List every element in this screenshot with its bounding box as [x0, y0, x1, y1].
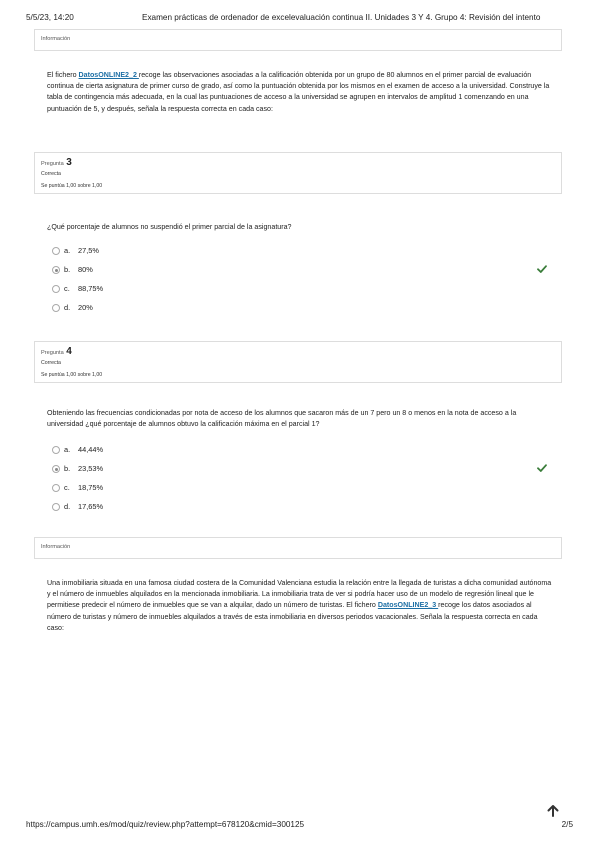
print-header [26, 13, 573, 25]
radio-button[interactable] [52, 304, 60, 312]
information-label: Información [41, 544, 71, 550]
radio-button[interactable] [52, 247, 60, 255]
file-link[interactable]: DatosONLINE2_2 [78, 71, 139, 79]
radio-button-selected[interactable] [52, 465, 60, 473]
information-text: El fichero DatosONLINE2_2 recoge las observaciones asociadas a la calificación obtenida por un grupo de 80 alumnos en el primer parcial de evaluación continua de cierta asignatura de primer curso de grado, así como la puntuación obtenida por los mismos en el examen de acceso a la universidad. Construye la tabla de contingencia más adecuada, en la cual las puntuaciones de acceso a la universidad se agrupen en intervalos de amplitud 1 comenzando en una puntuación de 5, y después, señala la respuesta correcta en cada caso: [47, 71, 550, 113]
question-state: Correcta [41, 171, 61, 177]
file-link[interactable]: DatosONLINE2_3 [377, 601, 439, 610]
question-text: Obteniendo las frecuencias condicionadas por nota de acceso de los alumnos que sacaron más de un 7 pero un 8 o menos en la nota de acceso a la universidad ¿qué porcentaje de alumnos obtuvo la calificación máxima en el parcial 1? [47, 409, 517, 429]
print-footer [26, 820, 573, 832]
question-state: Correcta [41, 360, 61, 366]
print-url: https://campus.umh.es/mod/quiz/review.php?attempt=678120&cmid=300125 [26, 820, 305, 829]
question-grade: Se puntúa 1,00 sobre 1,00 [41, 372, 103, 378]
question-text: ¿Qué porcentaje de alumnos no suspendió el primer parcial de la asignatura? [47, 223, 292, 231]
question-number: Pregunta 3 [41, 157, 72, 168]
question-info-4 [34, 341, 562, 383]
arrow-up-icon[interactable] [545, 803, 561, 819]
print-title: Examen prácticas de ordenador de excelevaluación continua II. Unidades 3 Y 4. Grupo 4: Revisión del intento [142, 13, 541, 22]
check-icon [537, 463, 547, 473]
question-number: Pregunta 4 [41, 346, 72, 357]
question-grade: Se puntúa 1,00 sobre 1,00 [41, 183, 103, 189]
print-date: 5/5/23, 14:20 [26, 13, 74, 22]
radio-button[interactable] [52, 446, 60, 454]
information-box [34, 29, 562, 51]
radio-button[interactable] [52, 285, 60, 293]
information-box [34, 537, 562, 559]
page-number: 2/5 [561, 820, 573, 829]
question-info-3 [34, 152, 562, 194]
information-label: Información [41, 36, 71, 42]
information-text: Una inmobiliaria situada en una famosa ciudad costera de la Comunidad Valenciana estudia la relación entre la llegada de turistas a dicha comunidad autónoma y el número de inmuebles alquilados en la mencionada inmobiliaria. La inmobiliaria trata de ver si podría hacer uso de un modelo de regresión lineal que le permitiese predecir el número de inmuebles que se van a alquilar, dado un número de turistas. El fichero DatosONLINE2_3 recoge los datos asociados al número de turistas y número de inmuebles alquilados a través de esta inmobiliaria en diversos periodos vacacionales. Señala la respuesta correcta en cada caso: [47, 579, 552, 632]
radio-button[interactable] [52, 484, 60, 492]
radio-button[interactable] [52, 503, 60, 511]
check-icon [537, 264, 547, 274]
radio-button-selected[interactable] [52, 266, 60, 274]
